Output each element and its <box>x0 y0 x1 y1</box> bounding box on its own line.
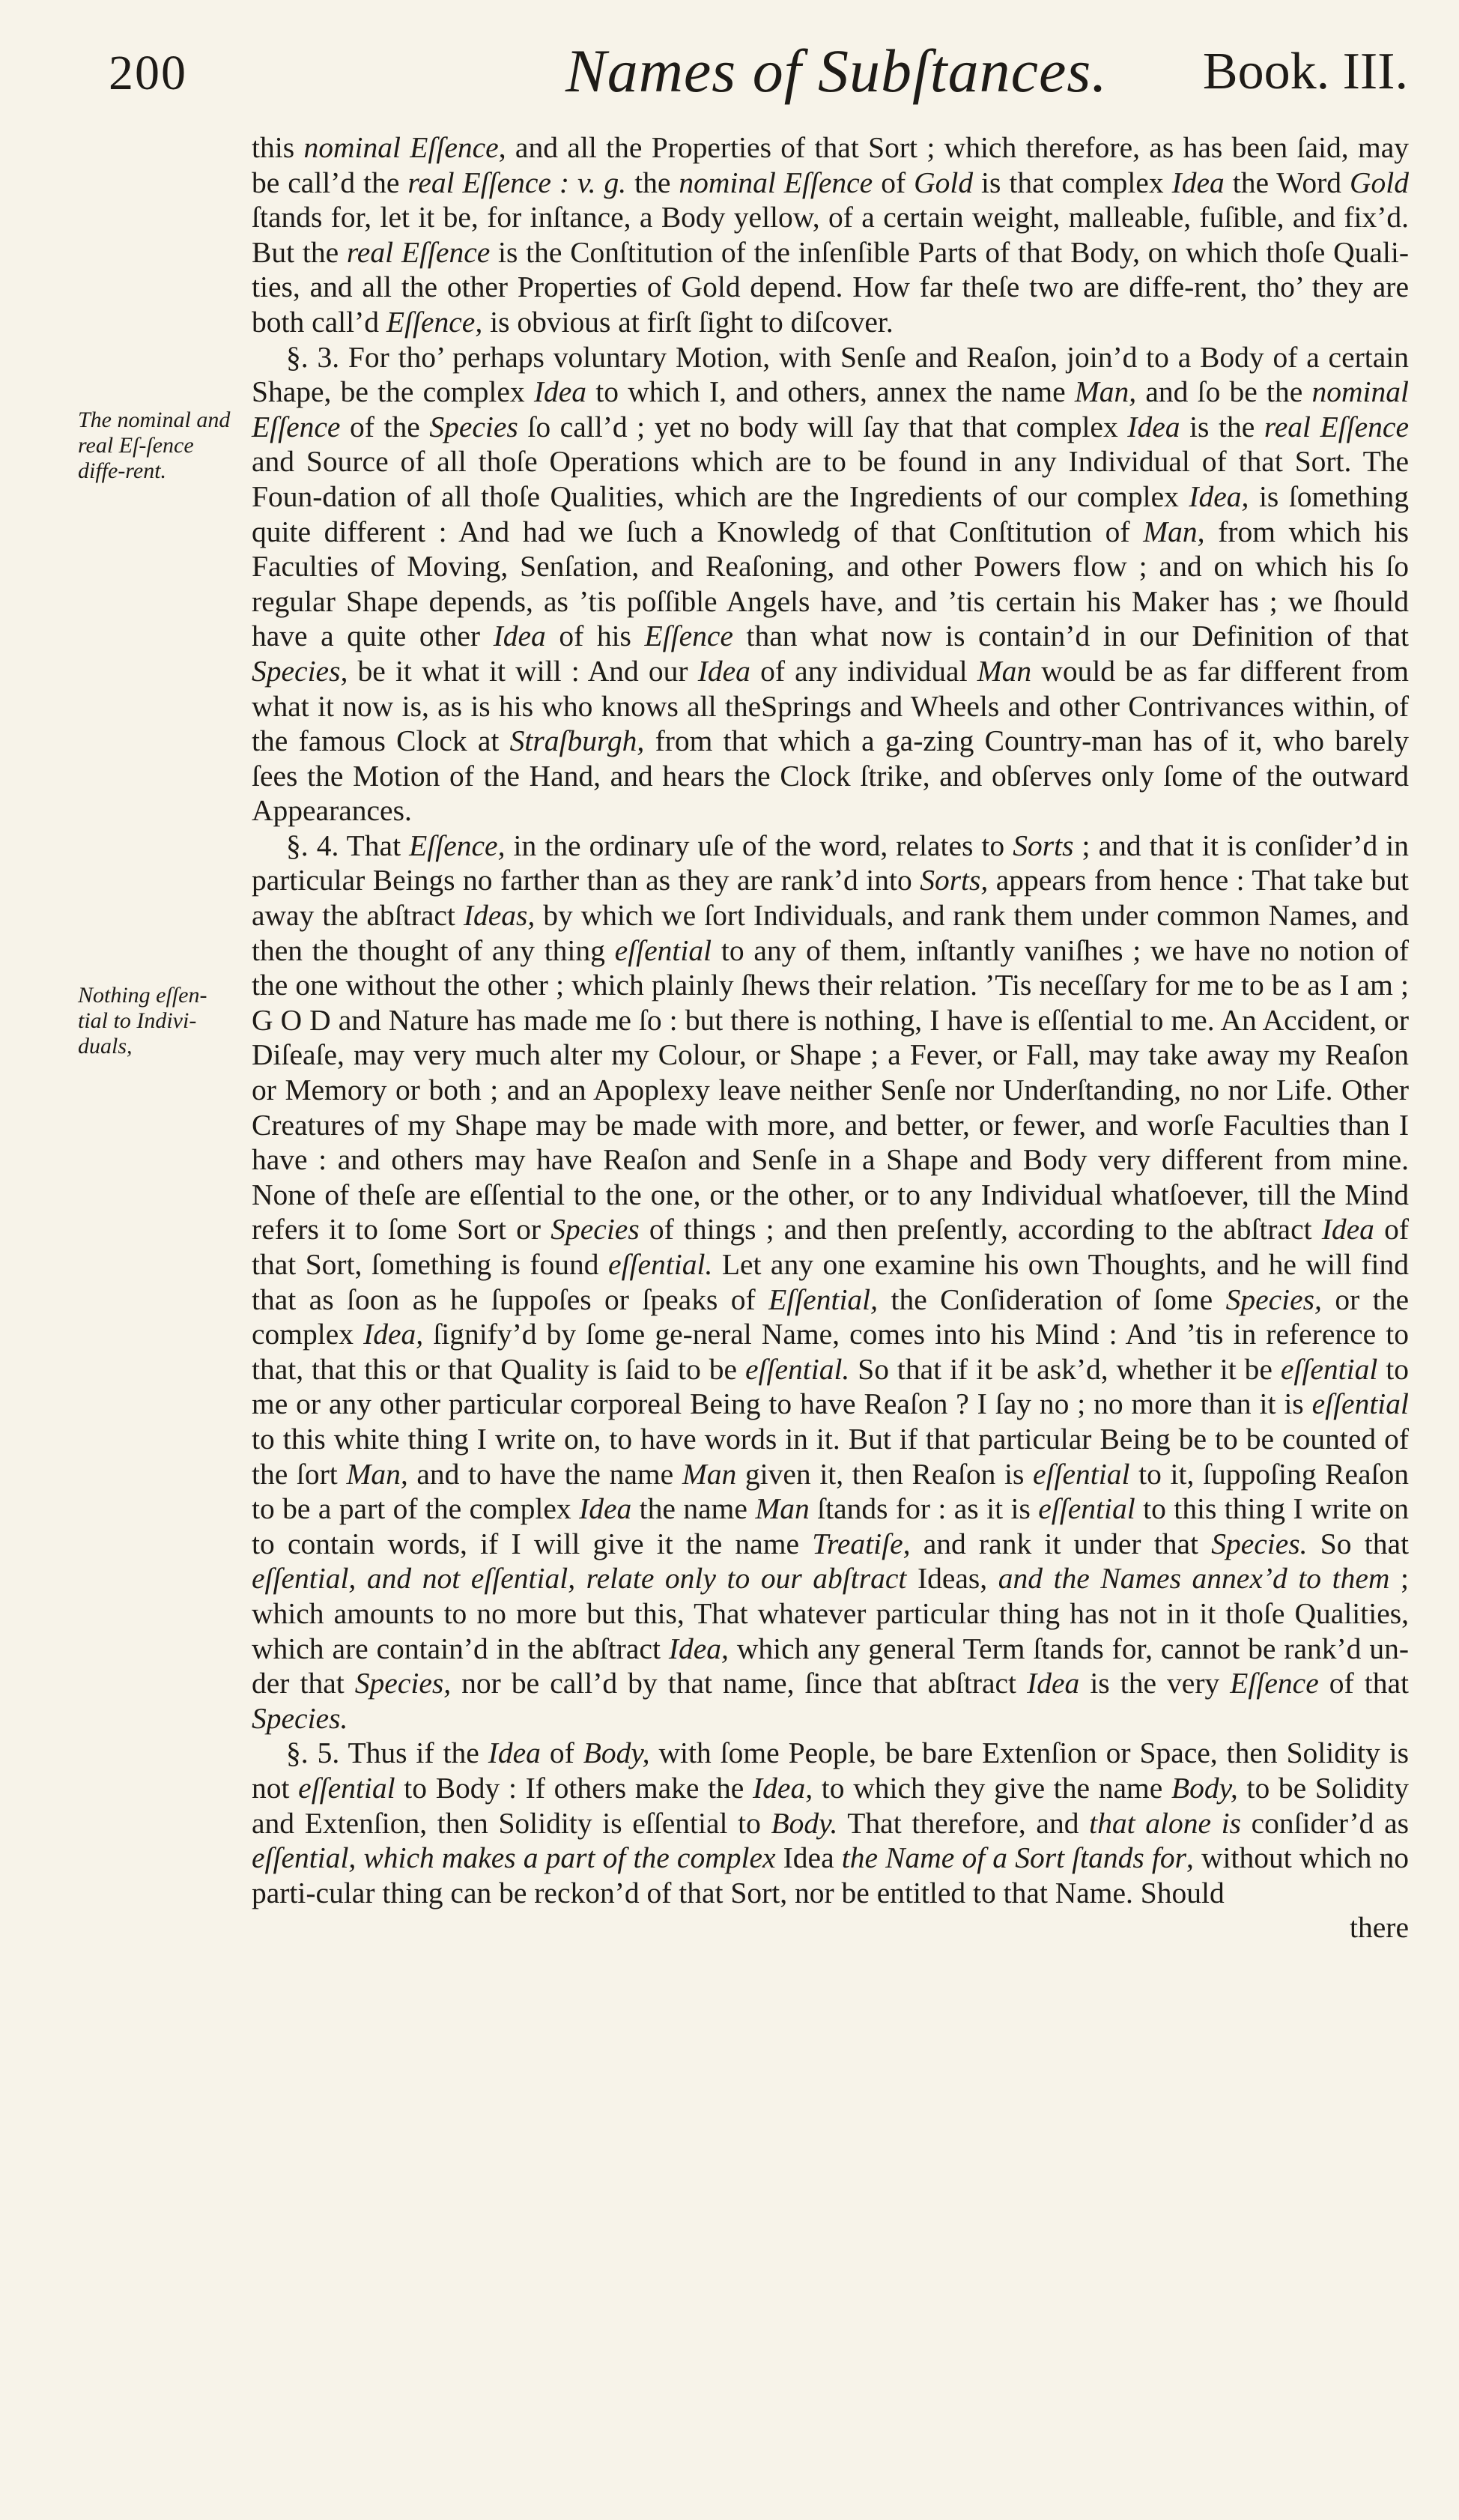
italic-run: Treatiſe, <box>812 1527 911 1560</box>
text-run: in the ordinary uſe of the word, relates to <box>505 829 1013 862</box>
italic-run: Idea <box>488 1736 541 1770</box>
italic-run: Idea <box>533 375 587 409</box>
text-run: is that complex <box>973 166 1172 199</box>
italic-run: Man <box>682 1457 737 1491</box>
italic-run: eſſential <box>1038 1492 1135 1526</box>
italic-run: Straſburgh, <box>509 724 645 758</box>
italic-run: Idea <box>1171 166 1225 199</box>
text-run: would be as far different from what it now is, as is his who knows all theSprings and Wheels and other Contrivances within, of the famous Clock at <box>252 654 1409 758</box>
text-run: from that which a ga-zing Country-man has of it, who barely ſees the Motion of the Hand, and hears the Clock ſtrike, and obſerves only ſome of the outward Appearances. <box>252 724 1409 828</box>
italic-run: and the Names annex’d to them <box>998 1562 1390 1596</box>
text-run: to which they give the name <box>813 1771 1171 1805</box>
text-run: Ideas, <box>906 1562 998 1596</box>
text-run: given it, then Reaſon is <box>736 1457 1034 1491</box>
italic-run: Idea <box>579 1492 632 1526</box>
italic-run: eſſential <box>1033 1457 1130 1491</box>
italic-run: eſſential. <box>608 1248 713 1281</box>
text-run: That therefore, and <box>837 1806 1090 1840</box>
italic-run: Eſſence <box>1230 1667 1319 1700</box>
italic-run: eſſential. <box>745 1352 850 1386</box>
italic-run: eſſential <box>1311 1387 1409 1421</box>
italic-run: Idea, <box>753 1771 813 1805</box>
italic-run: Idea, <box>668 1632 729 1665</box>
text-run: Let any one examine his own Thoughts, and he will find that as ſoon as he ſuppoſes or ſpeaks of <box>252 1248 1409 1316</box>
text-run: than what now is contain’d in our Definition of that <box>732 620 1410 653</box>
italic-run: Eſſence, <box>409 829 506 862</box>
catchword: there <box>1350 1911 1409 1945</box>
text-run: of <box>540 1736 583 1770</box>
text-run: ſtands for : as it is <box>809 1492 1039 1526</box>
text-run: of any individual <box>750 654 977 688</box>
text-run: with ſome People, be bare Extenſion or Space, then Solidity is not <box>252 1736 1410 1805</box>
text-run: ; and that it is conſider’d in particular Beings no farther than as they are rank’d into <box>252 829 1409 897</box>
text-run: §. 5. Thus if the <box>286 1736 488 1770</box>
italic-run: Species <box>429 410 518 443</box>
text-run: of that <box>1318 1667 1409 1700</box>
italic-run: nominal Eſſence <box>252 375 1409 443</box>
text-run: to which I, and others, annex the name <box>586 375 1075 409</box>
text-run: appears from hence : That take but away the abſtract <box>252 864 1409 933</box>
text-run: is obvious at firſt ſight to diſcover. <box>482 305 894 339</box>
page-number: 200 <box>109 46 187 100</box>
main-text <box>252 130 1409 1945</box>
text-run: and Source of all thoſe Operations which are to be found in any Individual of that Sort. The Foun-dation of all thoſe Qualities, which are the Ingredients of our complex <box>252 445 1409 513</box>
italic-run: Man, <box>346 1457 408 1491</box>
text-run: ſtands for, let it be, for inſtance, a Body yellow, of a certain weight, malleable, fuſible, and fix’d. But the <box>252 201 1409 269</box>
margin-note-nothing-essential: Nothing eſſen-tial to Indivi-duals, <box>78 983 207 1058</box>
italic-run: Gold <box>914 166 974 199</box>
italic-run: real Eſſence : v. g. <box>407 166 627 199</box>
italic-run: nominal Eſſence <box>679 166 873 199</box>
text-run: ſignify’d by ſome ge-neral Name, comes into his Mind : And ’tis in reference to that, that this or that Quality is ſaid to be <box>252 1318 1410 1386</box>
italic-run: Species <box>550 1213 640 1247</box>
italic-run: Man, <box>1074 375 1137 409</box>
italic-run: Body, <box>1171 1771 1238 1805</box>
italic-run: that alone is <box>1089 1806 1241 1840</box>
italic-run: Species. <box>252 1701 348 1735</box>
italic-run: Gold <box>1350 166 1409 199</box>
text-run: §. 3. For tho’ perhaps voluntary Motion, with Senſe and Reaſon, join’d to a Body of a certain Shape, be the complex <box>252 340 1409 409</box>
text-run: and ſo be the <box>1136 375 1312 409</box>
italic-run: Idea <box>1127 410 1180 443</box>
italic-run: Idea, <box>363 1318 424 1351</box>
text-run: ſo call’d ; yet no body will ſay that that complex <box>518 410 1128 443</box>
italic-run: Idea <box>1321 1213 1374 1247</box>
italic-run: Idea <box>493 620 546 653</box>
text-run: of his <box>545 620 645 653</box>
text-run: , and all the Properties of that Sort ; which therefore, as has been ſaid, may be call’d the <box>252 131 1409 199</box>
text-run: from which his Faculties of Moving, Senſation, and Reaſoning, and other Powers flow ; and on which his ſo regular Shape depends, as ’tis poſſible Angels have, and ’tis certain his Maker has ; we ſhould have a quite other <box>252 515 1409 653</box>
text-run: So that if it be ask’d, whether it be <box>849 1352 1281 1386</box>
text-run: to this thing I write on to contain words, if I will give it the name <box>252 1492 1410 1560</box>
italic-run: real Eſſence <box>1264 410 1409 443</box>
section-5 <box>252 1736 1409 1910</box>
italic-run: Sorts <box>1013 829 1074 862</box>
italic-run: eſſential <box>614 933 712 967</box>
italic-run: eſſential <box>298 1771 395 1805</box>
text-run: to it, ſuppoſing Reaſon to be a part of the complex <box>252 1457 1409 1526</box>
text-run: the Conſideration of ſome <box>878 1282 1226 1316</box>
page-header <box>109 36 1408 118</box>
text-run: or the complex <box>252 1282 1409 1351</box>
text-run: the Word <box>1224 166 1350 199</box>
italic-run: Idea, <box>1189 479 1249 513</box>
text-run: ; which amounts to no more but this, That whatever particular thing has not in it thoſe Qualities, which are contain’d in the abſtract <box>252 1562 1409 1665</box>
paragraph <box>252 130 1409 340</box>
text-run: to Body : If others make the <box>395 1771 753 1805</box>
text-run: of the <box>340 410 430 443</box>
text-run: §. 4. That <box>286 829 410 862</box>
italic-run: Idea <box>697 654 750 688</box>
italic-run: Species, <box>1225 1282 1322 1316</box>
italic-run: Body. <box>771 1806 838 1840</box>
text-run: the name <box>631 1492 756 1526</box>
italic-run: Idea <box>1027 1667 1080 1700</box>
italic-run: Species, <box>252 654 348 688</box>
italic-run: eſſential, which makes a part of the complex <box>252 1841 776 1875</box>
running-title: Names of Subſtances. <box>565 37 1108 105</box>
text-run: of things ; and then preſently, according to the abſtract <box>639 1213 1322 1247</box>
text-run: conſider’d as <box>1240 1806 1409 1840</box>
text-run: of that Sort, ſomething is found <box>252 1213 1409 1281</box>
text-run: which any general Term ſtands for, cannot be rank’d un-der that <box>252 1632 1410 1700</box>
italic-run: Ideas, <box>463 899 536 933</box>
text-run: is the <box>1180 410 1264 443</box>
text-run: to this white thing I write on, to have words in it. But if that particular Being be to be counted of the ſort <box>252 1422 1409 1491</box>
text-run: and to have the name <box>407 1457 682 1491</box>
margin-note-nominal-real: The nominal and real Eſ-ſence diffe-rent. <box>78 408 231 483</box>
text-run: of <box>873 166 914 199</box>
text-run: is the Conſtitution of the inſenſible Parts of that Body, on which thoſe Quali-ties, and all the other Properties of Gold depend. How far theſe two are diffe-rent, tho’ they are both call’d <box>252 235 1410 339</box>
italic-run: eſſential, and not eſſential, relate only to our abſtract <box>252 1562 907 1596</box>
text-run: So that <box>1307 1527 1409 1560</box>
text-run: is ſomething quite different : And had we ſuch a Knowledg of that Conſtitution of <box>252 479 1409 548</box>
text-run: to any of them, inſtantly vaniſhes ; we have no notion of the one without the other ; which plainly ſhews their relation. ’Tis neceſſary for me to be as I am ; G O D and Nature has made me ſo : but there is nothing, I have is eſſential to me. An Accident, or Diſeaſe, may very much alter my Colour, or Shape ; a Fever, or Fall, may take away my Reaſon or Memory or both ; and an Apoplexy leave neither Senſe nor Underſtanding, no nor Life. Other Creatures of my Shape may be made with more, and better, or fewer, and worſe Faculties than I have : and others may have Reaſon and Senſe in a Shape and Body very different from mine. None of theſe are eſſential to the one, or the other, or to any Individual whatſoever, till the Mind refers it to ſome Sort or <box>252 933 1409 1247</box>
italic-run: Man <box>977 654 1032 688</box>
italic-run: Species, <box>354 1667 452 1700</box>
section-3 <box>252 340 1409 829</box>
section-4 <box>252 829 1409 1736</box>
italic-run: eſſential <box>1280 1352 1378 1386</box>
text-run: be it what it will : And our <box>348 654 698 688</box>
italic-run: Sorts, <box>920 864 989 897</box>
text-run: the <box>626 166 679 199</box>
text-run: is the very <box>1079 1667 1231 1700</box>
italic-run: real Eſſence <box>346 235 491 269</box>
text-run: to me or any other particular corporeal Being to have Reaſon ? I ſay no ; no more than it is <box>252 1352 1409 1421</box>
italic-run: the Name of a Sort ſtands for <box>841 1841 1186 1875</box>
italic-run: Species. <box>1211 1527 1308 1560</box>
book-number: Book. III. <box>1202 43 1408 100</box>
italic-run: Body, <box>583 1736 650 1770</box>
italic-run: Eſſence, <box>386 305 483 339</box>
text-run: , without which no parti-cular thing can be reckon’d of that Sort, nor be entitled to that Name. Should <box>252 1841 1409 1909</box>
text-run: Idea <box>775 1841 842 1875</box>
text-run: to be Solidity and Extenſion, then Solidity is eſſential to <box>252 1771 1409 1840</box>
italic-run: Eſſential, <box>768 1282 879 1316</box>
italic-run: nominal Eſſence <box>303 131 499 164</box>
italic-run: Man, <box>1143 515 1205 548</box>
text-run: by which we ſort Individuals, and rank them under common Names, and then the thought of any thing <box>252 899 1409 967</box>
text-run: this <box>252 131 304 164</box>
text-run: nor be call’d by that name, ſince that abſtract <box>451 1667 1028 1700</box>
italic-run: Eſſence <box>644 620 733 653</box>
text-run: and rank it under that <box>910 1527 1212 1560</box>
italic-run: Man <box>755 1492 810 1526</box>
